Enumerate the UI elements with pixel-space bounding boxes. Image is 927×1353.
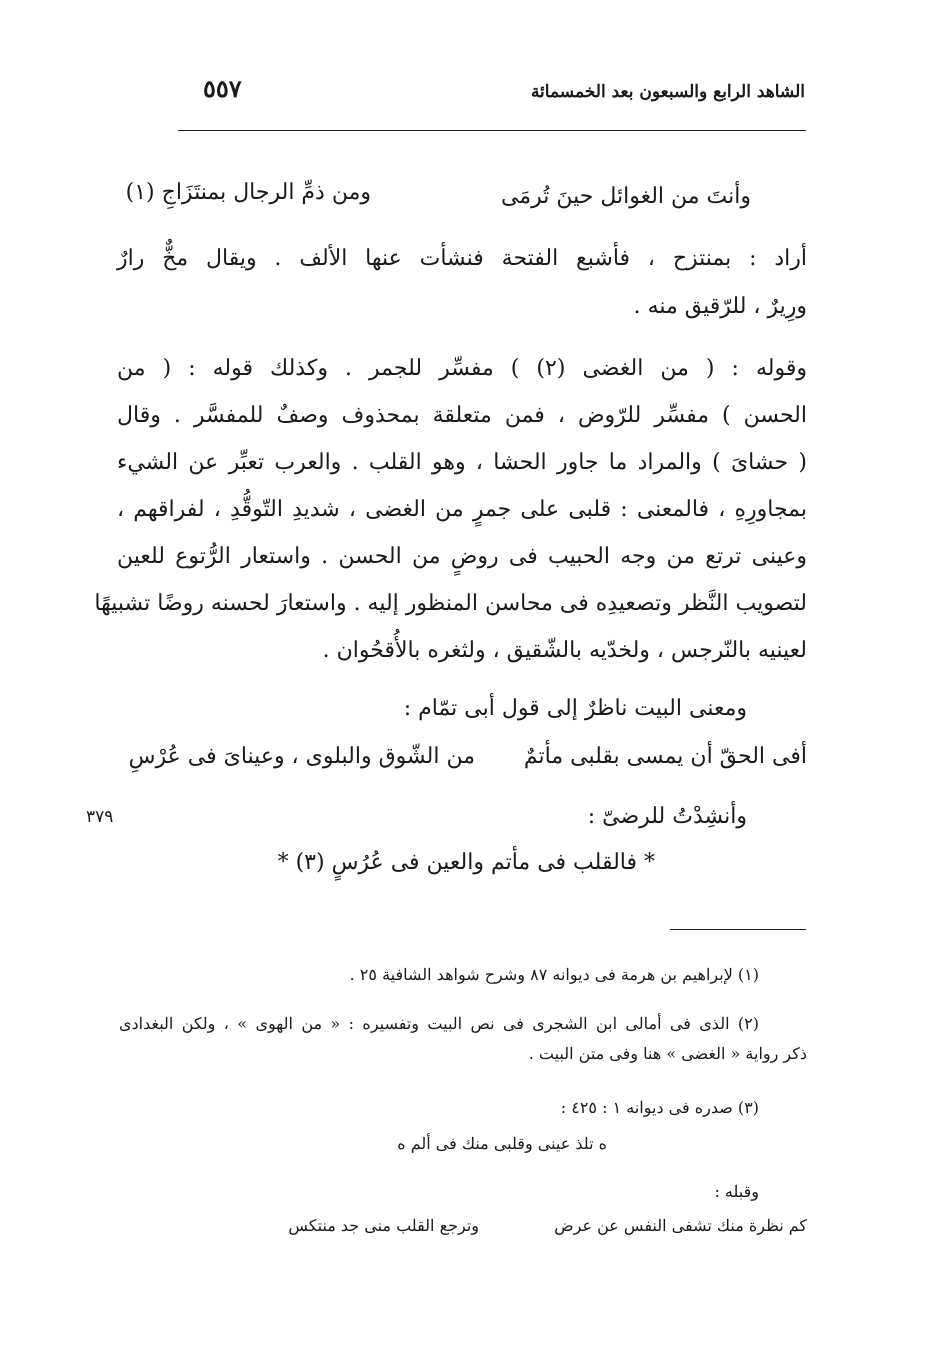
para2-line-5: وعينى ترتع من وجه الحبيب فى روضٍ من الحسن . واستعار الرُّتوع للعين — [117, 544, 807, 569]
page-number: ٥٥٧ — [203, 74, 242, 103]
verse1-left-hemistich: ومن ذمِّ الرجال بمنتَزَاجِ (١) — [125, 180, 371, 205]
header-rule — [178, 130, 806, 131]
verse1-right-hemistich: وأنتَ من الغوائل حينَ تُرمَى — [500, 184, 751, 209]
verse2-left-hemistich: من الشّوق والبلوى ، وعيناىَ فى عُرْسِ — [128, 744, 475, 769]
para2-line-7: لعينيه بالنّرجس ، ولخدّيه بالشّقيق ، ولثغره بالأُقحُوان . — [322, 638, 807, 663]
para2-line-4: بمجاورِهِ ، فالمعنى : قلبى على جمرٍ من الغضى ، شديدِ التّوقُّدِ ، لفراقهم ، — [117, 497, 807, 522]
footnote-2-line-2: ذكر رواية « الغضى » هنا وفى متن البيت . — [528, 1044, 807, 1063]
footnote-1: (١) لإبراهيم بن هرمة فى ديوانه ٨٧ وشرح شواهد الشافية ٢٥ . — [349, 965, 759, 984]
verse3: * فالقلب فى مأتم والعين فى عُرُسٍ (٣) * — [277, 850, 655, 875]
footnote-3-line-1: (٣) صدره فى ديوانه ١ : ٤٢٥ : — [560, 1098, 759, 1117]
verse2-right-hemistich: أفى الحقّ أن يمسى بقلبى مأتمٌ — [523, 744, 807, 769]
footnote-3-line-2: ه تلذ عينى وقلبى منك فى ألم ه — [397, 1134, 607, 1153]
para2-line-2: الحسن ) مفسِّر للرّوض ، فمن متعلقة بمحذوف وصفٌ للمفسَّر . وقال — [117, 403, 807, 428]
para2-line-3: ( حشاىَ ) والمراد ما جاور الحشا ، وهو القلب . والعرب تعبِّر عن الشيء — [117, 450, 807, 475]
para1-line-2: ورِيرٌ ، للرّقيق منه . — [633, 294, 807, 319]
footnote-2-line-1: (٢) الذى فى أمالى ابن الشجرى فى نص البيت وتفسيره : « من الهوى » ، ولكن البغدادى — [119, 1014, 759, 1033]
footnote-3-verse-left: وترجع القلب منى جد منتكس — [288, 1216, 479, 1235]
footnote-3-line-3: وقبله : — [714, 1182, 759, 1201]
margin-number: ٣٧٩ — [86, 807, 114, 827]
footnote-rule — [670, 929, 806, 930]
para4-intro: وأنشِدْتُ للرضىّ : — [587, 804, 747, 829]
para2-line-6: لتصويب النَّظر وتصعيدِه فى محاسن المنظور إليه . واستعارَ لحسنه روضًا تشبيهًا — [94, 591, 807, 616]
para2-line-1: وقوله : ( من الغضى (٢) ) مفسِّر للجمر . وكذلك قوله : ( من — [117, 356, 807, 381]
running-header: الشاهد الرابع والسبعون بعد الخمسمائة — [530, 82, 805, 102]
para1-line-1: أراد : بمنتزح ، فأشبع الفتحة فنشأت عنها الألف . ويقال مخٌّ رارٌ — [117, 246, 807, 271]
para3-intro: ومعنى البيت ناظرٌ إلى قول أبى تمّام : — [403, 696, 747, 721]
footnote-3-verse-right: كم نظرة منك تشفى النفس عن عرض — [554, 1216, 807, 1235]
